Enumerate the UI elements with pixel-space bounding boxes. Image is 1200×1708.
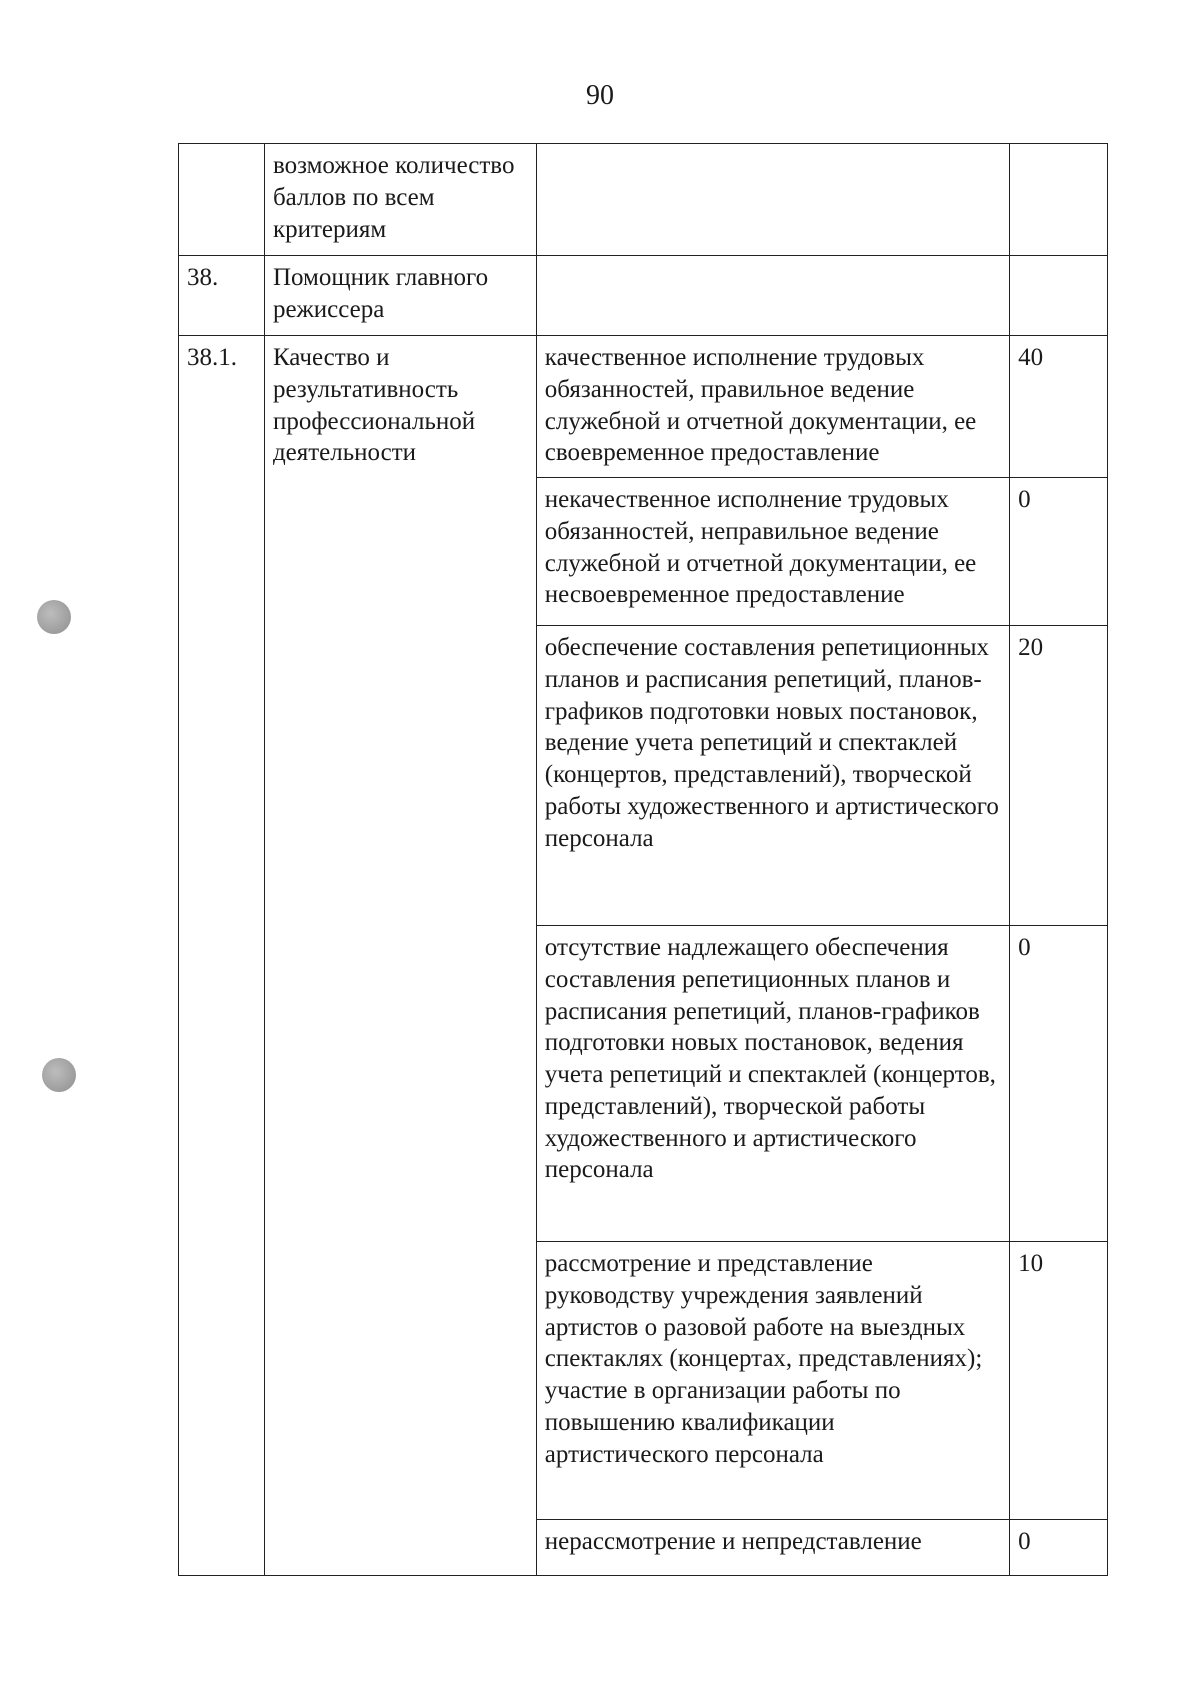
punch-hole [37, 600, 71, 634]
criterion-description: некачественное исполнение трудовых обязанностей, неправильное ведение служебной и отчетной документации, ее несвоевременное предоставление [536, 478, 1009, 626]
criterion-points [1010, 144, 1108, 256]
criterion-description: рассмотрение и представление руководству учреждения заявлений артистов о разовой работе на выездных спектаклях (концертах, представлениях); участие в организации работы по повышению квалификации артистического персонала [536, 1242, 1009, 1520]
criteria-table [178, 143, 1108, 1576]
table-row [179, 336, 1108, 478]
criterion-points: 40 [1010, 336, 1108, 478]
criterion-points: 10 [1010, 1242, 1108, 1520]
criterion-description: обеспечение составления репетиционных планов и расписания репетиций, планов-графиков подготовки новых постановок, ведение учета репетиций и спектаклей (концертов, представлений), творческой работы художественного и артистического персонала [536, 626, 1009, 926]
criterion-points: 20 [1010, 626, 1108, 926]
criterion-points: 0 [1010, 1520, 1108, 1576]
row-number: 38. [179, 256, 265, 336]
criterion-description [536, 256, 1009, 336]
criterion-points: 0 [1010, 478, 1108, 626]
row-number [179, 144, 265, 256]
criterion-description: нерассмотрение и непредставление [536, 1520, 1009, 1576]
criterion-name: возможное количество баллов по всем критериям [264, 144, 536, 256]
criterion-points: 0 [1010, 926, 1108, 1242]
criterion-description [536, 144, 1009, 256]
criterion-name: Качество и результативность профессиональной деятельности [264, 336, 536, 1576]
row-number: 38.1. [179, 336, 265, 1576]
criterion-description: отсутствие надлежащего обеспечения составления репетиционных планов и расписания репетиций, планов-графиков подготовки новых постановок, ведения учета репетиций и спектаклей (концертов, представлений), творческой работы художественного и артистического персонала [536, 926, 1009, 1242]
punch-hole [42, 1058, 76, 1092]
table-row [179, 144, 1108, 256]
position-title: Помощник главного режиссера [264, 256, 536, 336]
criterion-points [1010, 256, 1108, 336]
criterion-description: качественное исполнение трудовых обязанностей, правильное ведение служебной и отчетной документации, ее своевременное предоставление [536, 336, 1009, 478]
page-number: 90 [586, 80, 614, 111]
table-row [179, 256, 1108, 336]
